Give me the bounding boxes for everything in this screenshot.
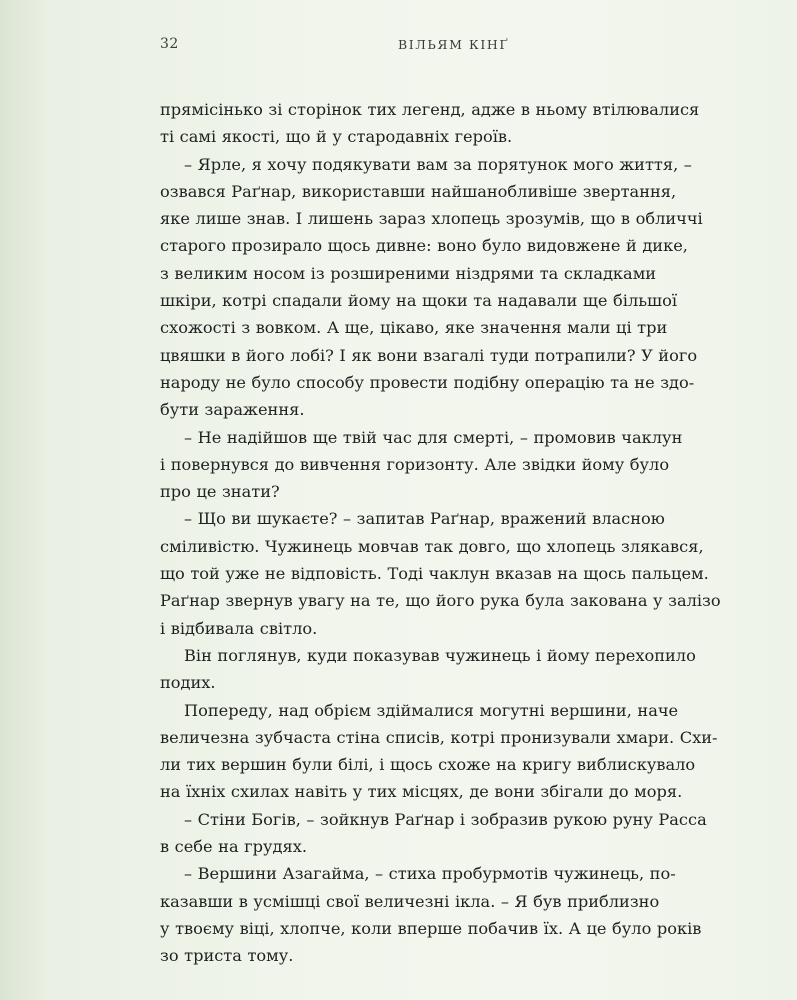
text-line: схожості з вовком. А ще, цікаво, яке значення мали ці три (160, 318, 668, 338)
text-line: подих. (160, 673, 216, 693)
text-line: сміливістю. Чужинець мовчав так довго, що хлопець злякався, (160, 536, 704, 556)
body-text (160, 96, 740, 970)
text-line: старого прозирало щось дивне: воно було видовжене й дике, (160, 236, 688, 256)
text-line: казавши в усмішці свої величезні ікла. – Я був приблизно (160, 891, 660, 911)
text-line: про це знати? (160, 482, 280, 502)
text-line: – Не надійшов ще твій час для смерті, – промовив чаклун (184, 427, 683, 447)
text-line: – Стіни Богів, – зойкнув Раґнар і зобразив рукою руну Расса (184, 809, 707, 829)
text-line: ті самі якості, що й у стародавніх героїв. (160, 127, 513, 147)
text-line: – Вершини Азагайма, – стиха пробурмотів чужинець, по- (184, 864, 676, 884)
text-line: з великим носом із розширеними ніздрями та складками (160, 263, 657, 283)
text-line: – Що ви шукаєте? – запитав Раґнар, вражений власною (184, 509, 665, 529)
text-line: у твоєму віці, хлопче, коли вперше побачив їх. А це було років (160, 918, 702, 938)
text-line: ли тих вершин були білі, і щось схоже на кригу виблискувало (160, 755, 696, 775)
text-line: на їхніх схилах навіть у тих місцях, де вони збігали до моря. (160, 782, 683, 802)
page-header (160, 36, 700, 56)
text-line: прямісінько зі сторінок тих легенд, адже в ньому втілювалися (160, 100, 700, 119)
text-line: величезна зубчаста стіна списів, котрі пронизували хмари. Схи- (160, 727, 718, 747)
text-line: і повернувся до вивчення горизонту. Але звідки йому було (160, 454, 670, 474)
text-line: яке лише знав. І лишень зараз хлопець зрозумів, що в обличчі (160, 209, 703, 229)
page-number: 32 (160, 36, 179, 52)
text-line: Попереду, над обрієм здіймалися могутні вершини, наче (184, 700, 679, 720)
text-line: народу не було способу провести подібну операцію та не здо- (160, 372, 695, 392)
text-line: бути зараження. (160, 400, 305, 420)
text-line: Раґнар звернув увагу на те, що його рука була закована у залізо (160, 591, 721, 611)
text-line: і відбивала світло. (160, 618, 318, 638)
text-line: зо триста тому. (160, 946, 294, 966)
text-line: цвяшки в його лобі? І як вони взагалі туди потрапили? У його (160, 345, 698, 365)
text-line: в себе на грудях. (160, 837, 307, 857)
text-line: що той уже не відповість. Тоді чаклун вказав на щось пальцем. (160, 564, 709, 584)
text-line: шкіри, котрі спадали йому на щоки та надавали ще більшої (160, 291, 678, 311)
text-line: – Ярле, я хочу подякувати вам за порятунок мого життя, – (184, 154, 692, 174)
text-line: Він поглянув, куди показував чужинець і йому перехопило (184, 645, 696, 665)
text-line: озвався Раґнар, використавши найшанобливіше звертання, (160, 181, 677, 201)
running-head-author: ВІЛЬЯМ КІНҐ (398, 37, 510, 52)
